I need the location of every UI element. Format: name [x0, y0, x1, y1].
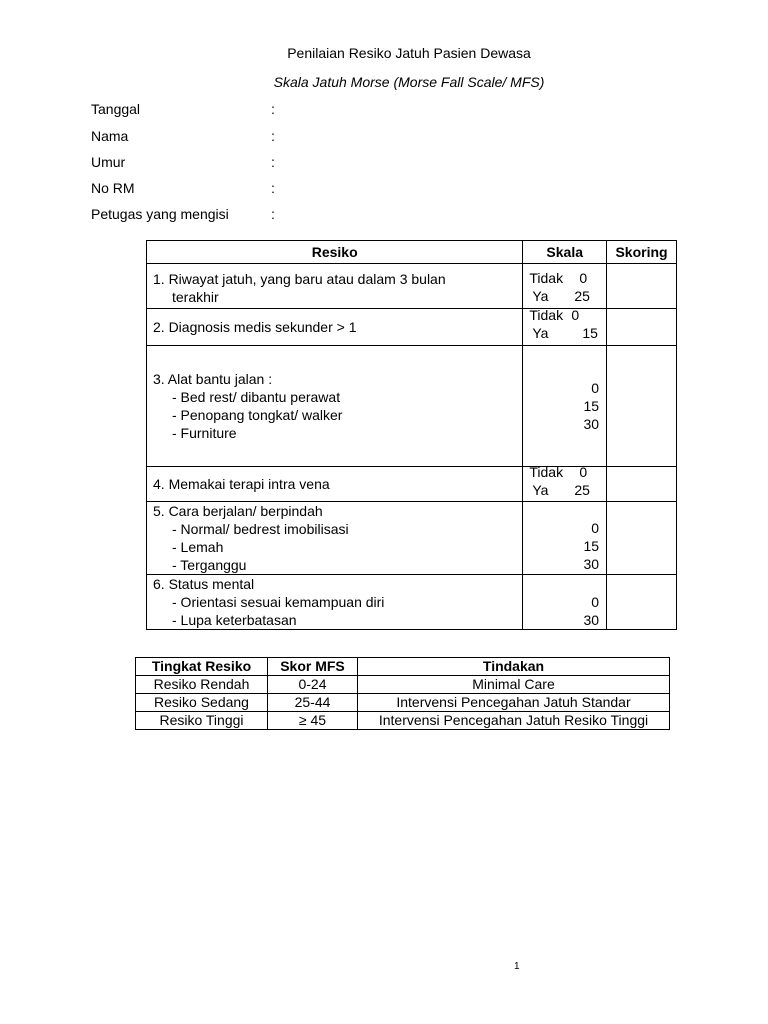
field-label: Umur — [91, 154, 126, 170]
action-table — [135, 657, 670, 730]
risk-item — [147, 264, 523, 309]
risk-line: 6. Status mental — [153, 576, 255, 592]
field-colon: : — [271, 154, 275, 170]
scale-value: 30 — [583, 612, 600, 628]
scoring-cell[interactable] — [607, 467, 677, 502]
scale-value: 0 — [591, 380, 600, 396]
scale-cell — [523, 264, 607, 309]
table-row — [147, 502, 677, 575]
risk-line: - Penopang tongkat/ walker — [172, 407, 343, 423]
scale-tidak-value: 0 — [579, 270, 588, 286]
field-label: Petugas yang mengisi — [91, 206, 229, 222]
scale-values — [523, 307, 606, 343]
field-petugas — [91, 206, 275, 222]
table-row — [147, 467, 677, 502]
risk-line: - Lemah — [172, 539, 224, 555]
header-tindakan: Tindakan — [358, 658, 670, 676]
cell-skor-mfs: ≥ 45 — [268, 712, 358, 730]
table-header-row — [147, 241, 677, 264]
field-umur — [91, 154, 275, 170]
cell-tingkat-resiko: Resiko Sedang — [136, 694, 268, 712]
risk-line: 2. Diagnosis medis sekunder > 1 — [153, 319, 357, 335]
table-row — [147, 575, 677, 630]
risk-line: - Furniture — [172, 425, 237, 441]
field-tanggal — [91, 101, 275, 117]
scale-ya-value: 25 — [574, 288, 590, 304]
scale-cell — [523, 346, 607, 467]
table-row — [136, 712, 670, 730]
cell-tingkat-resiko: Resiko Rendah — [136, 676, 268, 694]
scale-values — [523, 270, 606, 306]
risk-item — [147, 346, 523, 467]
risk-line: 4. Memakai terapi intra vena — [153, 476, 330, 492]
risk-line: - Normal/ bedrest imobilisasi — [172, 521, 349, 537]
risk-item — [147, 467, 523, 502]
field-no-rm — [91, 180, 275, 196]
scale-value: 30 — [583, 556, 600, 572]
scale-tidak-value: 0 — [579, 464, 588, 480]
header-tingkat-resiko: Tingkat Resiko — [136, 658, 268, 676]
cell-tingkat-resiko: Resiko Tinggi — [136, 712, 268, 730]
cell-skor-mfs: 0-24 — [268, 676, 358, 694]
header-skor-mfs: Skor MFS — [268, 658, 358, 676]
scale-value: 15 — [583, 398, 600, 414]
scale-value: 0 — [591, 594, 600, 610]
table-row — [147, 346, 677, 467]
table-row — [136, 694, 670, 712]
page-number: 1 — [514, 961, 520, 972]
risk-item — [147, 575, 523, 630]
table-row — [136, 676, 670, 694]
scoring-cell[interactable] — [607, 502, 677, 575]
field-colon: : — [271, 101, 275, 117]
risk-line: 5. Cara berjalan/ berpindah — [153, 503, 323, 519]
scoring-cell[interactable] — [607, 575, 677, 630]
scale-value: 15 — [583, 538, 600, 554]
scale-ya-label: Ya — [532, 482, 549, 498]
scale-tidak-value: 0 — [571, 307, 580, 323]
scale-cell — [523, 502, 607, 575]
risk-item — [147, 502, 523, 575]
risk-line: - Terganggu — [172, 557, 247, 573]
field-colon: : — [271, 180, 275, 196]
risk-line: 1. Riwayat jatuh, yang baru atau dalam 3 bulan — [153, 271, 446, 287]
field-label: No RM — [91, 180, 135, 196]
field-label: Tanggal — [91, 101, 141, 117]
table-row — [147, 264, 677, 309]
risk-item — [147, 309, 523, 346]
scale-value: 0 — [591, 520, 600, 536]
scale-values — [523, 464, 606, 500]
scale-cell — [523, 575, 607, 630]
header-skoring: Skoring — [607, 241, 677, 264]
scale-ya-label: Ya — [532, 288, 549, 304]
scale-cell — [523, 309, 607, 346]
scale-tidak-label: Tidak — [529, 307, 564, 323]
risk-table — [146, 240, 677, 630]
risk-line: - Orientasi sesuai kemampuan diri — [172, 594, 385, 610]
cell-tindakan: Intervensi Pencegahan Jatuh Resiko Tinggi — [358, 712, 670, 730]
table-row — [147, 309, 677, 346]
document-subtitle: Skala Jatuh Morse (Morse Fall Scale/ MFS) — [273, 74, 545, 90]
document-title: Penilaian Resiko Jatuh Pasien Dewasa — [287, 45, 531, 61]
scoring-cell[interactable] — [607, 309, 677, 346]
risk-line: terakhir — [172, 289, 219, 305]
risk-line: - Lupa keterbatasan — [172, 612, 297, 628]
cell-skor-mfs: 25-44 — [268, 694, 358, 712]
field-nama — [91, 128, 275, 144]
header-resiko: Resiko — [147, 241, 523, 264]
header-skala: Skala — [523, 241, 607, 264]
scale-value: 30 — [583, 416, 600, 432]
scale-tidak-label: Tidak — [529, 464, 564, 480]
scale-ya-value: 25 — [574, 482, 590, 498]
table-header-row — [136, 658, 670, 676]
risk-line: 3. Alat bantu jalan : — [153, 371, 273, 387]
field-label: Nama — [91, 128, 129, 144]
cell-tindakan: Minimal Care — [358, 676, 670, 694]
risk-line: - Bed rest/ dibantu perawat — [172, 389, 341, 405]
scoring-cell[interactable] — [607, 346, 677, 467]
scale-ya-label: Ya — [532, 325, 549, 341]
scoring-cell[interactable] — [607, 264, 677, 309]
cell-tindakan: Intervensi Pencegahan Jatuh Standar — [358, 694, 670, 712]
field-colon: : — [271, 128, 275, 144]
field-colon: : — [271, 206, 275, 222]
scale-ya-value: 15 — [582, 325, 598, 341]
scale-tidak-label: Tidak — [529, 270, 564, 286]
scale-cell — [523, 464, 607, 502]
